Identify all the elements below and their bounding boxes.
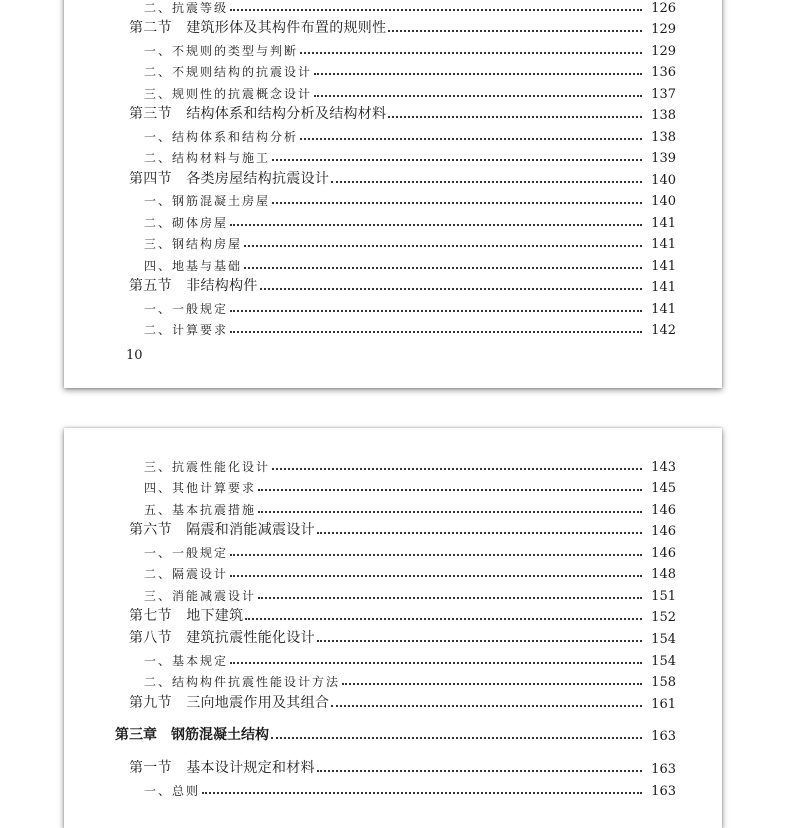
dot-leader: [331, 181, 642, 183]
dot-leader: [230, 662, 642, 664]
toc-entry-page: 126: [651, 1, 676, 16]
toc-entry-page: 145: [651, 481, 676, 496]
toc-entry-page: 146: [651, 524, 676, 539]
dot-leader: [272, 468, 642, 470]
toc-entry-page: 146: [651, 546, 676, 561]
toc-entry[interactable]: [64, 275, 722, 295]
dot-leader: [272, 159, 642, 161]
toc-entry-page: 141: [651, 259, 676, 274]
dot-leader: [317, 770, 642, 772]
toc-entry-page: 161: [651, 697, 676, 712]
toc-entry-page: 141: [651, 216, 676, 231]
toc-entry[interactable]: [64, 297, 722, 317]
toc-entry-label: 第八节 建筑抗震性能化设计: [129, 630, 315, 646]
toc-entry[interactable]: [64, 627, 722, 647]
toc-entry-label: 二、砌体房屋: [144, 216, 229, 230]
toc-entry-label: 二、结构构件抗震性能设计方法: [144, 675, 341, 689]
toc-entry[interactable]: [64, 60, 722, 80]
toc-entry-page: 137: [651, 87, 676, 102]
toc-entry-label: 一、总则: [144, 784, 201, 798]
toc-entry[interactable]: [64, 168, 722, 188]
toc-entry-label: 第六节 隔震和消能减震设计: [129, 522, 315, 538]
dot-leader: [331, 705, 642, 707]
toc-entry[interactable]: [64, 125, 722, 145]
toc-entry-label: 一、一般规定: [144, 546, 229, 560]
toc-entry[interactable]: [64, 82, 722, 102]
dot-leader: [300, 138, 642, 140]
toc-entry-label: 一、钢筋混凝土房屋: [144, 194, 271, 208]
toc-entry-label: 二、结构材料与施工: [144, 151, 271, 165]
dot-leader: [258, 489, 642, 491]
toc-entry-page: 141: [651, 280, 676, 295]
toc-entry-page: 152: [651, 610, 676, 625]
toc-entry[interactable]: [64, 103, 722, 123]
toc-entry-label: 四、其他计算要求: [144, 481, 257, 495]
toc-entry[interactable]: [64, 254, 722, 274]
dot-leader: [230, 224, 642, 226]
toc-entry-label: 一、不规则的类型与判断: [144, 44, 299, 58]
toc-entry-page: 141: [651, 302, 676, 317]
toc-entry-label: 五、基本抗震措施: [144, 503, 257, 517]
toc-entry[interactable]: [64, 519, 722, 539]
toc-entry-label: 三、钢结构房屋: [144, 237, 243, 251]
dot-leader: [202, 792, 642, 794]
dot-leader: [388, 30, 642, 32]
dot-leader: [245, 618, 642, 620]
dot-leader: [230, 575, 642, 577]
toc-entry-label: 第九节 三向地震作用及其组合: [129, 695, 330, 711]
toc-entry-page: 136: [651, 65, 676, 80]
toc-entry-label: 四、地基与基础: [144, 259, 243, 273]
toc-entry-label: 二、抗震等级: [144, 1, 229, 15]
toc-entry[interactable]: [64, 779, 722, 799]
dot-leader: [230, 9, 642, 11]
toc-entry[interactable]: [64, 541, 722, 561]
toc-entry-page: 154: [651, 654, 676, 669]
toc-entry-page: 154: [651, 632, 676, 647]
toc-entry-label: 一、一般规定: [144, 302, 229, 316]
toc-entry[interactable]: [64, 0, 722, 16]
toc-entry[interactable]: [64, 211, 722, 231]
toc-entry-page: 163: [651, 784, 676, 799]
dot-leader: [388, 116, 642, 118]
toc-entry-page: 141: [651, 237, 676, 252]
toc-entry[interactable]: [64, 649, 722, 669]
dot-leader: [317, 640, 642, 642]
toc-entry-label: 三、消能减震设计: [144, 589, 257, 603]
toc-entry[interactable]: [64, 476, 722, 496]
dot-leader: [230, 310, 642, 312]
dot-leader: [260, 288, 642, 290]
toc-entry[interactable]: [64, 562, 722, 582]
toc-entry[interactable]: [64, 189, 722, 209]
toc-entry-page: 143: [651, 460, 676, 475]
toc-entry-label: 一、基本规定: [144, 654, 229, 668]
dot-leader: [258, 597, 642, 599]
dot-leader: [230, 554, 642, 556]
toc-entry-page: 139: [651, 151, 676, 166]
toc-entry[interactable]: [64, 39, 722, 59]
dot-leader: [258, 511, 642, 513]
toc-entry-page: 163: [651, 729, 676, 744]
toc-entry[interactable]: [64, 318, 722, 338]
toc-entry-page: 151: [651, 589, 676, 604]
toc-entry-label: 第七节 地下建筑: [129, 608, 244, 624]
dot-leader: [314, 95, 642, 97]
toc-entry-page: 148: [651, 567, 676, 582]
dot-leader: [244, 267, 642, 269]
dot-leader: [314, 73, 642, 75]
toc-entry[interactable]: [64, 455, 722, 475]
toc-entry-label: 第一节 基本设计规定和材料: [129, 760, 315, 776]
toc-entry-page: 129: [651, 44, 676, 59]
dot-leader: [300, 52, 642, 54]
toc-entry[interactable]: [64, 605, 722, 625]
dot-leader: [317, 532, 642, 534]
toc-entry-label: 第四节 各类房屋结构抗震设计: [129, 171, 330, 187]
dot-leader: [230, 331, 642, 333]
toc-entry-label: 第二节 建筑形体及其构件布置的规则性: [129, 20, 387, 36]
toc-entry-page: 138: [651, 108, 676, 123]
toc-entry-page: 163: [651, 762, 676, 777]
toc-entry-page: 140: [651, 173, 676, 188]
dot-leader: [342, 683, 642, 685]
dot-leader: [244, 245, 642, 247]
toc-page-lower: [64, 428, 722, 828]
toc-entry-label: 一、结构体系和结构分析: [144, 130, 299, 144]
toc-page-upper: [64, 0, 722, 388]
toc-entry-label: 二、不规则结构的抗震设计: [144, 65, 313, 79]
toc-entry-label: 第三节 结构体系和结构分析及结构材料: [129, 106, 387, 122]
toc-entry-label: 三、抗震性能化设计: [144, 460, 271, 474]
toc-entry[interactable]: [64, 692, 722, 712]
toc-entry[interactable]: [64, 757, 722, 777]
toc-chapter-entry[interactable]: [64, 724, 722, 744]
toc-entry-page: 146: [651, 503, 676, 518]
toc-entry[interactable]: [64, 146, 722, 166]
dot-leader: [272, 202, 642, 204]
toc-entry[interactable]: [64, 232, 722, 252]
toc-entry[interactable]: [64, 670, 722, 690]
toc-entry-page: 158: [651, 675, 676, 690]
toc-entry-label: 第五节 非结构构件: [129, 278, 258, 294]
toc-entry-label: 二、隔震设计: [144, 567, 229, 581]
toc-entry[interactable]: [64, 498, 722, 518]
toc-entry-label: 三、规则性的抗震概念设计: [144, 87, 313, 101]
toc-entry-page: 140: [651, 194, 676, 209]
page-number: 10: [126, 348, 143, 363]
toc-entry-page: 142: [651, 323, 676, 338]
toc-entry[interactable]: [64, 17, 722, 37]
toc-entry-page: 138: [651, 130, 676, 145]
toc-entry[interactable]: [64, 584, 722, 604]
dot-leader: [271, 737, 642, 739]
toc-entry-page: 129: [651, 22, 676, 37]
toc-entry-label: 第三章 钢筋混凝土结构: [115, 727, 269, 743]
toc-entry-label: 二、计算要求: [144, 323, 229, 337]
